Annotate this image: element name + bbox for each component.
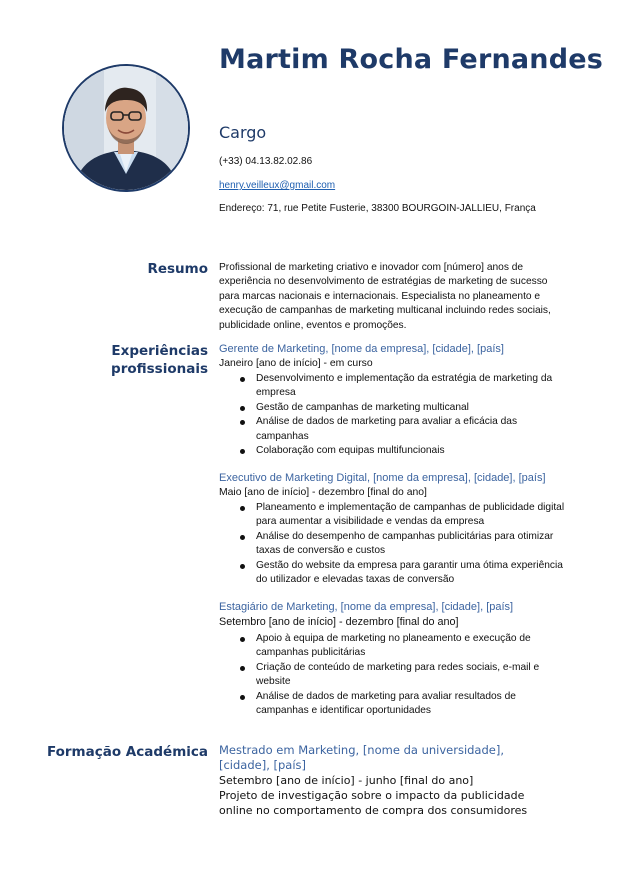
- list-item: Criação de conteúdo de marketing para redes sociais, e-mail e website: [256, 661, 569, 690]
- job-2-bullets: [219, 501, 569, 587]
- section-title-formacao: Formação Académica: [46, 744, 208, 760]
- job-1-bullets: [219, 372, 569, 458]
- list-item: Gestão do website da empresa para garantir uma ótima experiência do utilizador e elevadas taxas de conversão: [256, 559, 569, 588]
- email-link[interactable]: henry.veilleux@gmail.com: [219, 180, 336, 191]
- list-item: Análise de dados de marketing para avaliar a eficácia das campanhas: [256, 415, 569, 444]
- section-title-experiencias: Experiências profissionais: [111, 343, 208, 377]
- degree-dates: Setembro [ano de início] - junho [final do ano]: [219, 774, 474, 787]
- job-3-bullets: [219, 632, 569, 718]
- list-item: Desenvolvimento e implementação da estratégia de marketing da empresa: [256, 372, 569, 401]
- person-portrait-icon: [64, 66, 188, 190]
- list-item: Análise do desempenho de campanhas publicitárias para otimizar taxas de conversão e custos: [256, 530, 569, 559]
- profile-photo: [62, 64, 190, 192]
- phone-number: (+33) 04.13.82.02.86: [219, 156, 313, 167]
- summary-text: Profissional de marketing criativo e inovador com [número] anos de experiência no desenvolvimento de estratégias de marketing de sucesso para marcas nacionais e internacionais. Especialista no planeamento e execução de campanhas de marketing multicanal incluindo redes sociais, publicidade online, eventos e promoções.: [219, 262, 551, 331]
- job-1-dates: Janeiro [ano de início] - em curso: [219, 358, 373, 369]
- address: Endereço: 71, rue Petite Fusterie, 38300 BOURGOIN-JALLIEU, França: [219, 203, 536, 214]
- job-1-title: Gerente de Marketing, [nome da empresa], [cidade], [país]: [219, 343, 504, 355]
- job-2-dates: Maio [ano de início] - dezembro [final do ano]: [219, 487, 427, 498]
- candidate-name: Martim Rocha Fernandes: [219, 44, 604, 75]
- job-3-title: Estagiário de Marketing, [nome da empresa], [cidade], [país]: [219, 601, 514, 613]
- list-item: Planeamento e implementação de campanhas de publicidade digital para aumentar a visibilidade e vendas da empresa: [256, 501, 569, 530]
- list-item: Gestão de campanhas de marketing multicanal: [256, 401, 569, 415]
- list-item: Análise de dados de marketing para avaliar resultados de campanhas e identificar oportunidades: [256, 690, 569, 719]
- job-3-dates: Setembro [ano de início] - dezembro [final do ano]: [219, 616, 459, 628]
- section-title-resumo: Resumo: [147, 261, 208, 277]
- degree-title: Mestrado em Marketing, [nome da universidade], [cidade], [país]: [219, 743, 505, 772]
- list-item: Colaboração com equipas multifuncionais: [256, 444, 569, 458]
- list-item: Apoio à equipa de marketing no planeamento e execução de campanhas publicitárias: [256, 632, 569, 661]
- job-2-title: Executivo de Marketing Digital, [nome da empresa], [cidade], [país]: [219, 472, 546, 484]
- degree-description: Projeto de investigação sobre o impacto da publicidade online no comportamento de compra dos consumidores: [219, 789, 528, 817]
- job-title-placeholder: Cargo: [219, 123, 267, 142]
